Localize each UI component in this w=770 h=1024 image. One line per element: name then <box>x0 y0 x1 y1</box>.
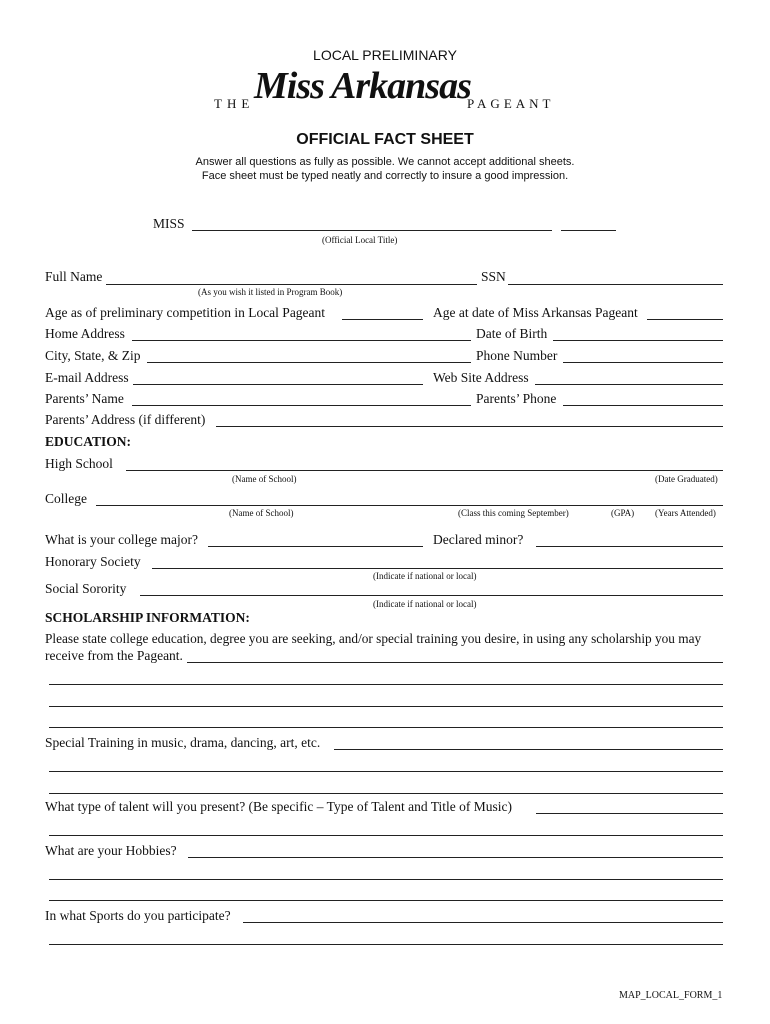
home-address-label: Home Address <box>45 326 125 341</box>
college-field[interactable] <box>96 505 723 506</box>
age-prelim-field[interactable] <box>342 319 423 320</box>
honorary-caption: (Indicate if national or local) <box>373 571 477 581</box>
local-title-extra-field[interactable] <box>561 230 616 231</box>
scholarship-question-line-1: Please state college education, degree you are seeking, and/or special training you desire, in using any scholarship you may <box>45 631 702 646</box>
hs-date-caption: (Date Graduated) <box>655 474 718 484</box>
special-training-line[interactable] <box>49 771 723 772</box>
email-field[interactable] <box>133 384 423 385</box>
talent-line[interactable] <box>49 835 723 836</box>
parents-address-field[interactable] <box>216 426 723 427</box>
major-field[interactable] <box>208 546 423 547</box>
high-school-field[interactable] <box>126 470 723 471</box>
miss-label: MISS <box>153 216 185 231</box>
hobbies-field[interactable] <box>188 857 723 858</box>
dob-label: Date of Birth <box>476 326 548 341</box>
logo-pageant: PAGEANT <box>467 96 555 111</box>
dob-field[interactable] <box>553 340 723 341</box>
parents-phone-field[interactable] <box>563 405 723 406</box>
phone-label: Phone Number <box>476 348 558 363</box>
age-state-field[interactable] <box>647 319 723 320</box>
high-school-label: High School <box>45 456 113 471</box>
local-preliminary-label: LOCAL PRELIMINARY <box>313 47 457 63</box>
scholarship-heading: SCHOLARSHIP INFORMATION: <box>45 610 250 625</box>
instruction-line-1: Answer all questions as fully as possible. We cannot accept additional sheets. <box>195 156 575 168</box>
scholarship-question-line-2: receive from the Pageant. <box>45 648 183 663</box>
age-prelim-label: Age as of preliminary competition in Local Pageant <box>45 305 326 320</box>
hobbies-line[interactable] <box>49 879 723 880</box>
local-title-field[interactable] <box>192 230 552 231</box>
full-name-field[interactable] <box>106 284 477 285</box>
scholarship-answer-line[interactable] <box>49 684 723 685</box>
email-label: E-mail Address <box>45 370 129 385</box>
parents-phone-label: Parents’ Phone <box>476 391 557 406</box>
home-address-field[interactable] <box>132 340 471 341</box>
years-caption: (Years Attended) <box>655 508 716 518</box>
city-field[interactable] <box>147 362 471 363</box>
logo-the: THE <box>214 96 255 111</box>
scholarship-answer-field[interactable] <box>187 662 723 663</box>
website-label: Web Site Address <box>433 370 529 385</box>
local-title-caption: (Official Local Title) <box>322 235 398 245</box>
education-heading: EDUCATION: <box>45 434 132 449</box>
city-label: City, State, & Zip <box>45 348 141 363</box>
special-training-label: Special Training in music, drama, dancing, art, etc. <box>45 735 321 750</box>
honorary-label: Honorary Society <box>45 554 141 569</box>
major-label: What is your college major? <box>45 532 198 547</box>
special-training-line[interactable] <box>49 793 723 794</box>
scholarship-answer-line[interactable] <box>49 727 723 728</box>
ssn-label: SSN <box>481 269 506 284</box>
instruction-line-2: Face sheet must be typed neatly and correctly to insure a good impression. <box>201 170 569 182</box>
parents-address-label: Parents’ Address (if different) <box>45 412 206 427</box>
full-name-label: Full Name <box>45 269 103 284</box>
logo-script: Miss Arkansas <box>254 65 471 107</box>
talent-label: What type of talent will you present? (Be specific – Type of Talent and Title of Music) <box>45 799 513 814</box>
parents-name-label: Parents’ Name <box>45 391 124 406</box>
hs-name-caption: (Name of School) <box>232 474 297 484</box>
sorority-caption: (Indicate if national or local) <box>373 599 477 609</box>
college-name-caption: (Name of School) <box>229 508 294 518</box>
scholarship-answer-line[interactable] <box>49 706 723 707</box>
sorority-field[interactable] <box>140 595 723 596</box>
honorary-field[interactable] <box>152 568 723 569</box>
gpa-caption: (GPA) <box>611 508 635 518</box>
sports-line[interactable] <box>49 944 723 945</box>
website-field[interactable] <box>535 384 723 385</box>
minor-field[interactable] <box>536 546 723 547</box>
hobbies-line[interactable] <box>49 900 723 901</box>
phone-field[interactable] <box>563 362 723 363</box>
sports-label: In what Sports do you participate? <box>45 908 231 923</box>
minor-label: Declared minor? <box>433 532 524 547</box>
college-label: College <box>45 491 87 506</box>
age-state-label: Age at date of Miss Arkansas Pageant <box>433 305 638 320</box>
form-id: MAP_LOCAL_FORM_1 <box>619 990 723 1001</box>
full-name-caption: (As you wish it listed in Program Book) <box>198 287 343 297</box>
special-training-field[interactable] <box>334 749 723 750</box>
talent-field[interactable] <box>536 813 723 814</box>
sorority-label: Social Sorority <box>45 581 127 596</box>
ssn-field[interactable] <box>508 284 723 285</box>
parents-name-field[interactable] <box>132 405 471 406</box>
hobbies-label: What are your Hobbies? <box>45 843 177 858</box>
sports-field[interactable] <box>243 922 723 923</box>
page-title: OFFICIAL FACT SHEET <box>296 131 474 148</box>
class-caption: (Class this coming September) <box>458 508 569 518</box>
